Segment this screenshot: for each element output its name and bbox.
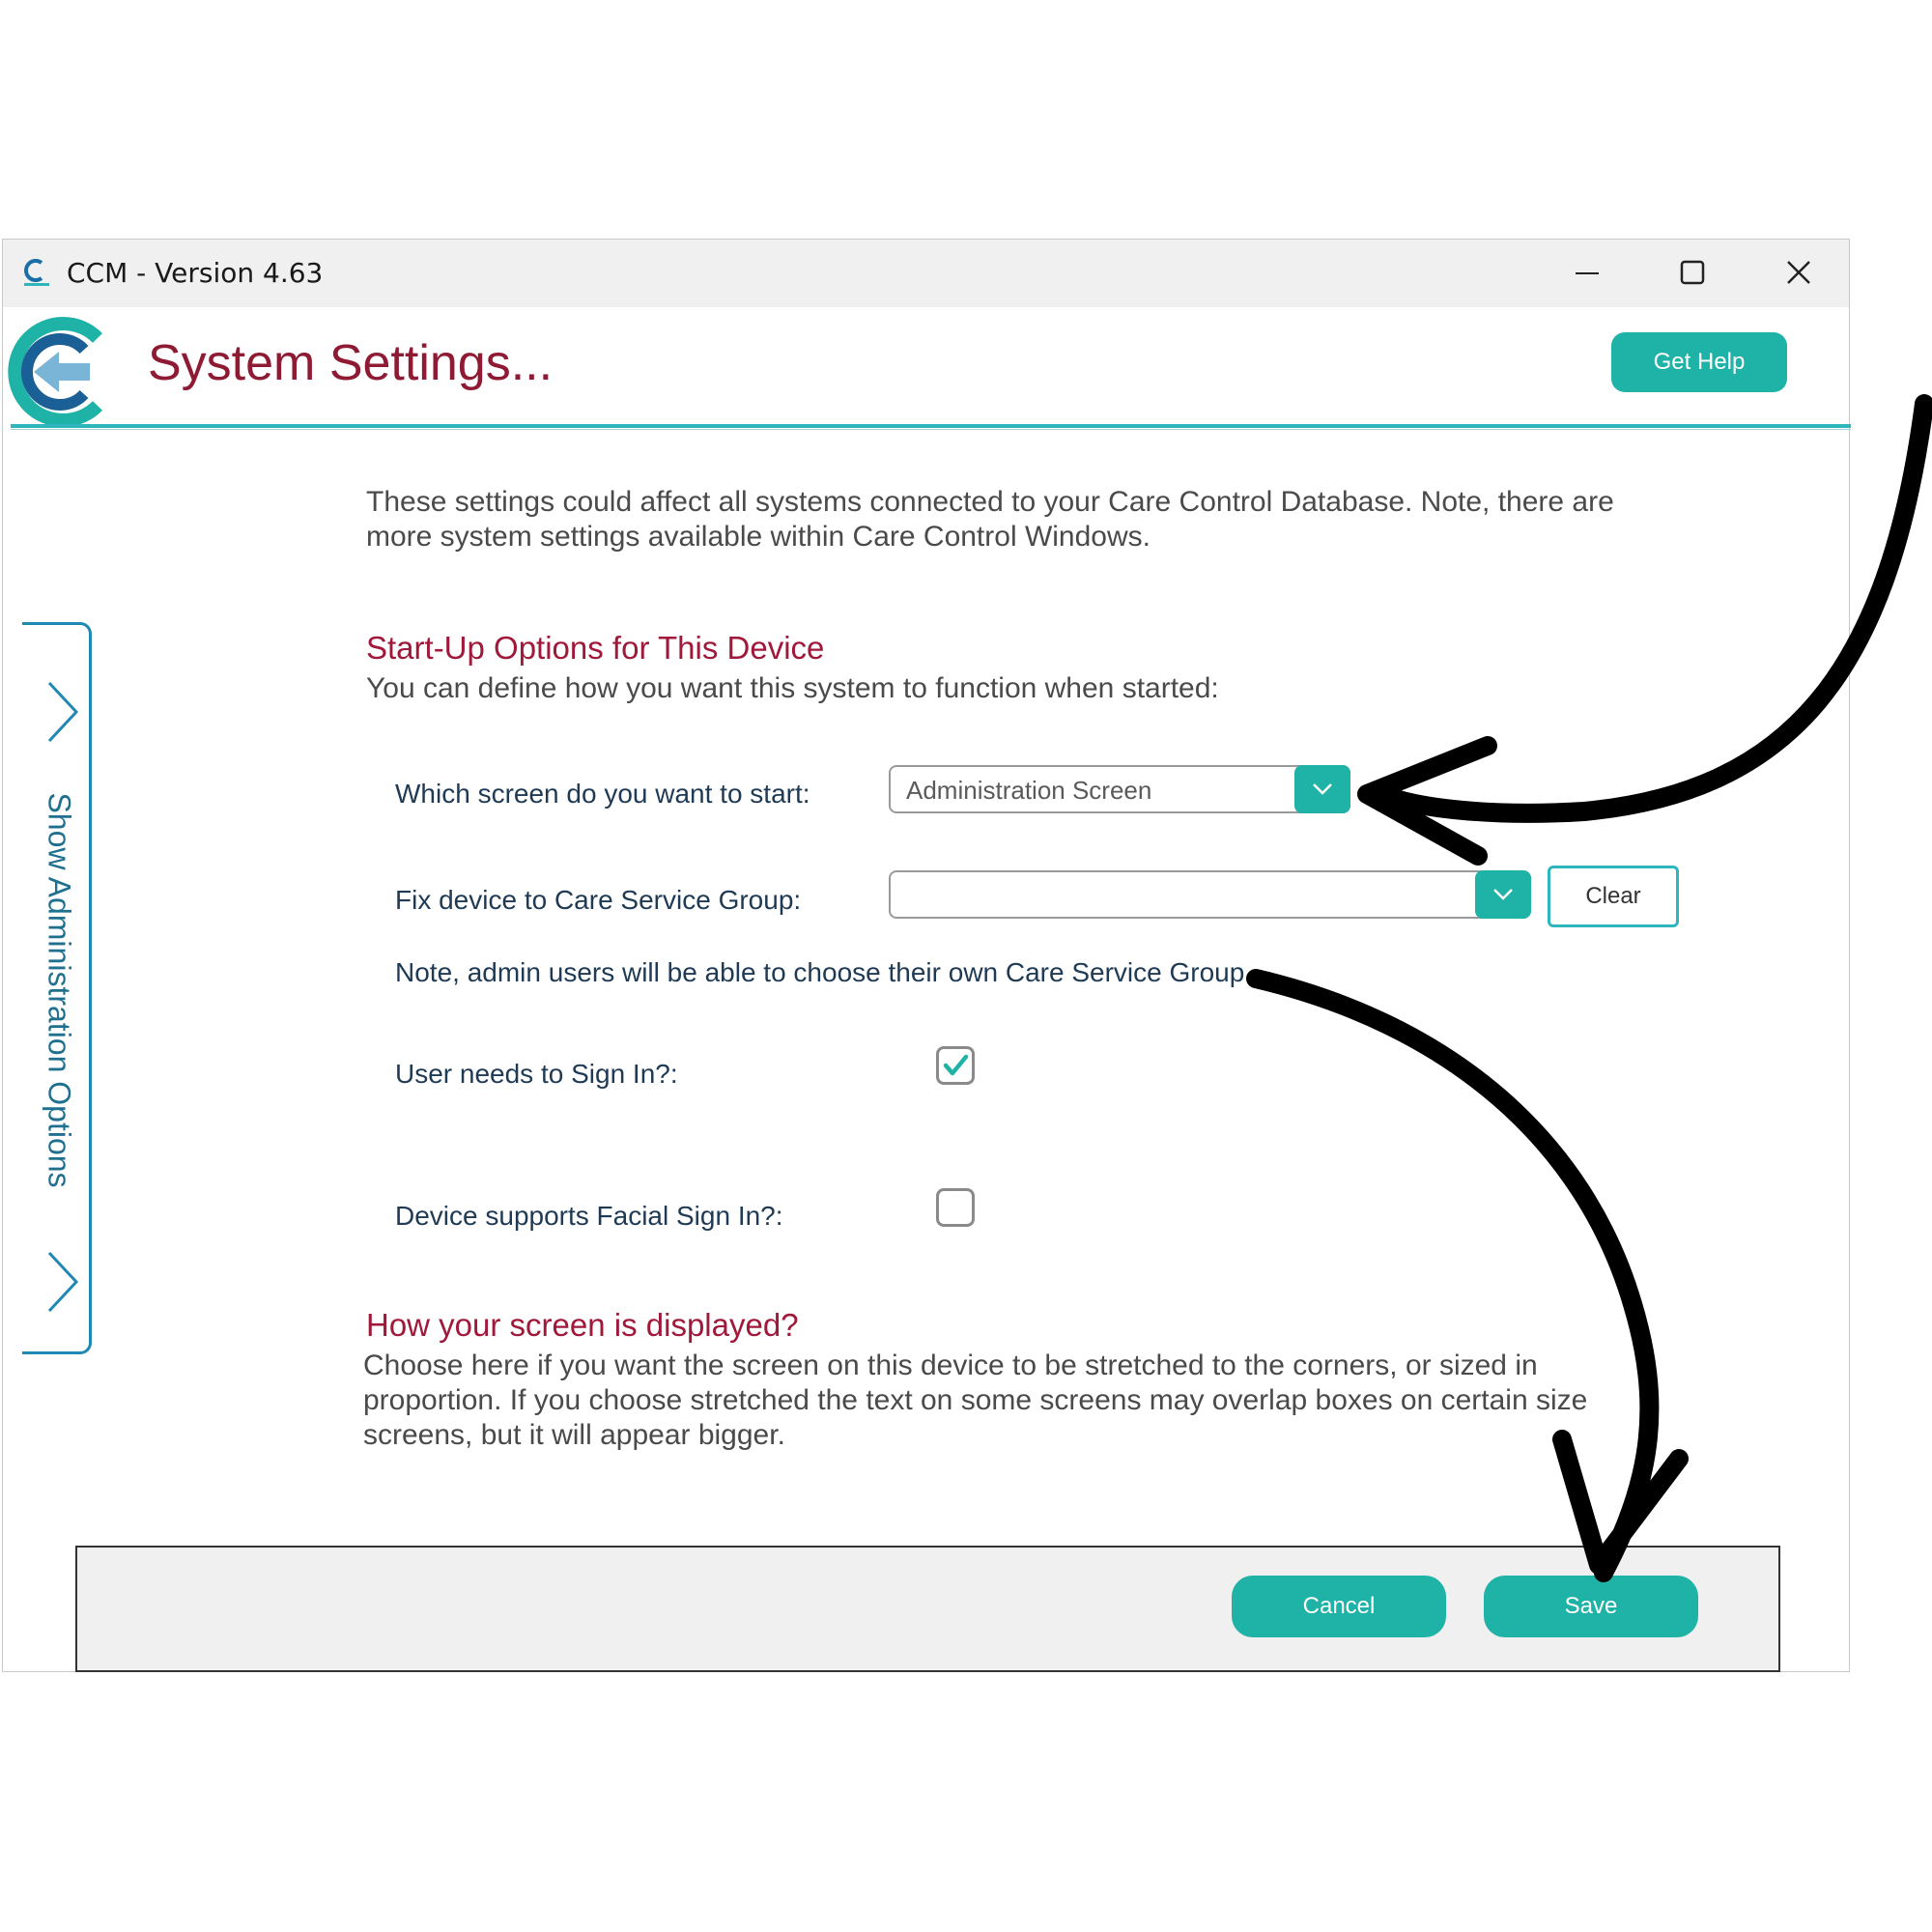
page-title: System Settings...	[148, 335, 554, 391]
close-icon[interactable]	[1775, 251, 1823, 296]
start-screen-label: Which screen do you want to start:	[395, 779, 810, 809]
care-group-note: Note, admin users will be able to choose their own Care Service Group.	[395, 957, 1253, 987]
start-screen-dropdown-button[interactable]	[1294, 765, 1350, 813]
care-group-select[interactable]	[889, 870, 1531, 919]
app-window	[2, 239, 1850, 1672]
sign-in-checkbox[interactable]	[936, 1046, 975, 1085]
chevron-right-icon	[43, 1249, 82, 1315]
care-group-dropdown-button[interactable]	[1475, 870, 1531, 919]
chevron-right-icon	[43, 679, 82, 745]
app-logo-icon	[20, 257, 53, 290]
cancel-button[interactable]: Cancel	[1232, 1576, 1446, 1637]
display-section-title: How your screen is displayed?	[366, 1307, 799, 1343]
checkmark-icon	[939, 1049, 972, 1082]
display-description: Choose here if you want the screen on this device to be stretched to the corners, or sized in proportion. If you choose stretched the text on some screens may overlap boxes on certain size screens, but it will appear bigger.	[363, 1350, 1588, 1451]
chevron-down-icon	[1294, 765, 1350, 813]
clear-button[interactable]: Clear	[1548, 866, 1679, 927]
get-help-button[interactable]: Get Help	[1611, 332, 1787, 392]
facial-sign-in-label: Device supports Facial Sign In?:	[395, 1201, 783, 1231]
minimize-icon[interactable]	[1563, 251, 1611, 296]
header-divider	[11, 424, 1851, 428]
chevron-down-icon	[1475, 870, 1531, 919]
startup-section-subtitle: You can define how you want this system to function when started:	[366, 672, 1219, 704]
save-button[interactable]: Save	[1484, 1576, 1698, 1637]
care-group-label: Fix device to Care Service Group:	[395, 885, 802, 915]
maximize-icon[interactable]	[1668, 251, 1717, 296]
show-admin-options-label: Show Administration Options	[42, 792, 77, 1188]
show-admin-options-tab[interactable]	[22, 622, 92, 1354]
start-screen-select[interactable]	[889, 765, 1350, 813]
facial-sign-in-checkbox[interactable]	[936, 1188, 975, 1227]
startup-section-title: Start-Up Options for This Device	[366, 630, 825, 666]
window-title: CCM - Version 4.63	[67, 257, 324, 289]
title-bar	[3, 240, 1849, 307]
sign-in-label: User needs to Sign In?:	[395, 1059, 678, 1089]
start-screen-value: Administration Screen	[906, 776, 1152, 805]
intro-text: These settings could affect all systems connected to your Care Control Database. Note, there are more system settings available within Care Control Windows.	[366, 486, 1614, 553]
back-arrow-icon[interactable]	[5, 315, 105, 429]
header-divider-thin	[11, 429, 1851, 430]
